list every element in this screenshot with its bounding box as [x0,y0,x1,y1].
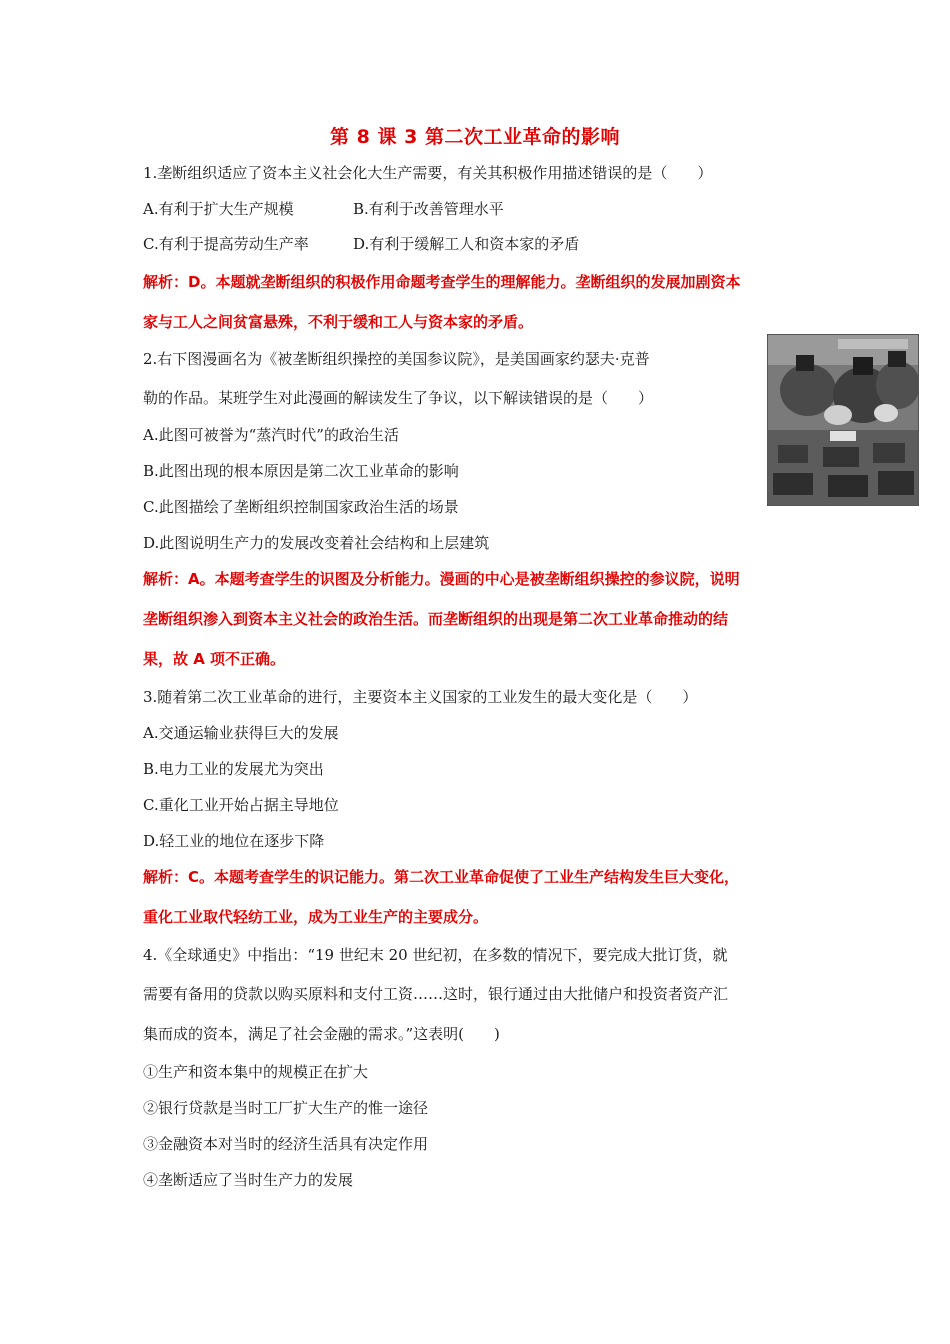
q1-option-a: A.有利于扩大生产规模 [143,200,294,218]
q1-analysis-line-2: 家与工人之间贫富悬殊，不利于缓和工人与资本家的矛盾。 [143,313,534,331]
q4-stem-line-2: 需要有备用的贷款以购买原料和支付工资……这时，银行通过由大批储户和投资者资产汇 [143,985,729,1003]
q2-analysis-line-3: 果，故 A 项不正确。 [143,650,286,668]
q1-option-d: D.有利于缓解工人和资本家的矛盾 [353,235,580,253]
q2-option-c: C.此图描绘了垄断组织控制国家政治生活的场景 [143,498,459,516]
q2-analysis-line-1: 解析：A。本题考查学生的识图及分析能力。漫画的中心是被垄断组织操控的参议院，说明 [143,570,740,588]
q3-option-b: B.电力工业的发展尤为突出 [143,760,324,778]
q3-stem: 3.随着第二次工业革命的进行，主要资本主义国家的工业发生的最大变化是（ ） [143,688,698,706]
q2-stem-line-1: 2.右下图漫画名为《被垄断组织操控的美国参议院》，是美国画家约瑟夫·克普 [143,350,650,368]
q1-options-row-1 [143,199,823,219]
q1-stem: 1.垄断组织适应了资本主义社会化大生产需要，有关其积极作用描述错误的是（ ） [143,164,713,182]
q4-item-3: ③金融资本对当时的经济生活具有决定作用 [143,1135,429,1153]
q1-option-c: C.有利于提高劳动生产率 [143,235,309,253]
q3-option-d: D.轻工业的地位在逐步下降 [143,832,325,850]
page-title: 第 8 课 3 第二次工业革命的影响 [330,126,620,148]
q3-option-a: A.交通运输业获得巨大的发展 [143,724,339,742]
q2-option-d: D.此图说明生产力的发展改变着社会结构和上层建筑 [143,534,490,552]
q2-option-a: A.此图可被誉为“蒸汽时代”的政治生活 [143,426,399,444]
q4-item-1: ①生产和资本集中的规模正在扩大 [143,1063,369,1081]
q2-analysis-line-2: 垄断组织渗入到资本主义社会的政治生活。而垄断组织的出现是第二次工业革命推动的结 [143,610,729,628]
q3-analysis-line-2: 重化工业取代轻纺工业，成为工业生产的主要成分。 [143,908,489,926]
q4-stem-line-1: 4.《全球通史》中指出：“19 世纪末 20 世纪初，在多数的情况下，要完成大批订货，就 [143,946,728,964]
q3-analysis-line-1: 解析：C。本题考查学生的识记能力。第二次工业革命促使了工业生产结构发生巨大变化， [143,868,740,886]
q4-item-4: ④垄断适应了当时生产力的发展 [143,1171,354,1189]
q1-options-row-2 [143,234,823,254]
q1-option-b: B.有利于改善管理水平 [353,200,504,218]
q2-option-b: B.此图出现的根本原因是第二次工业革命的影响 [143,462,459,480]
senate-cartoon-image [767,334,919,506]
q4-stem-line-3: 集而成的资本，满足了社会金融的需求。”这表明( ) [143,1025,500,1043]
q2-stem-line-2: 勒的作品。某班学生对此漫画的解读发生了争议，以下解读错误的是（ ） [143,389,654,407]
q3-option-c: C.重化工业开始占据主导地位 [143,796,339,814]
q1-analysis-line-1: 解析：D。本题就垄断组织的积极作用命题考查学生的理解能力。垄断组织的发展加剧资本 [143,273,741,291]
q4-item-2: ②银行贷款是当时工厂扩大生产的惟一途径 [143,1099,429,1117]
